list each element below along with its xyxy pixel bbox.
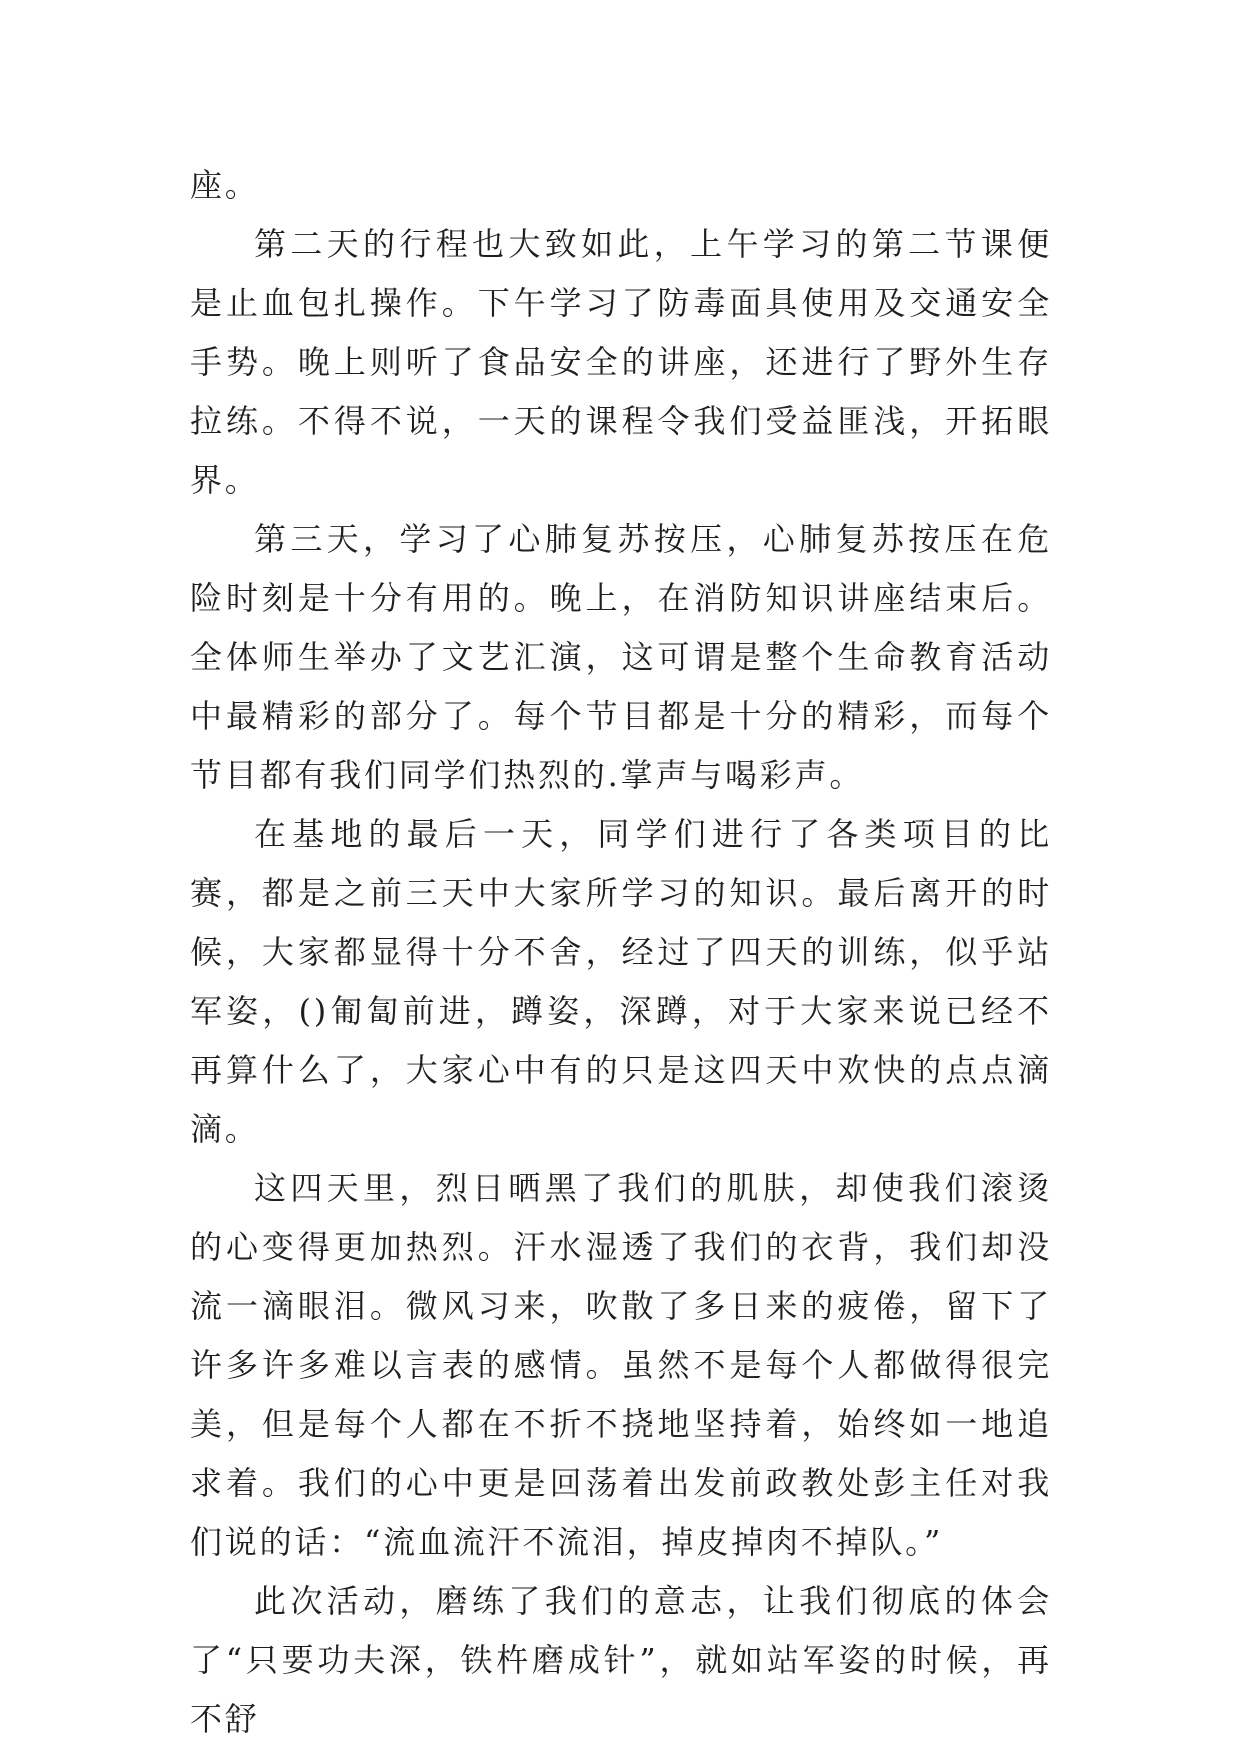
paragraph-2: 第二天的行程也大致如此，上午学习的第二节课便是止血包扎操作。下午学习了防毒面具使用及交通安全手势。晚上则听了食品安全的讲座，还进行了野外生存拉练。不得不说，一天的课程令我们受益匪浅，开拓眼界。 xyxy=(190,225,1052,499)
document-body xyxy=(190,156,1052,1749)
paragraph-5: 这四天里，烈日晒黑了我们的肌肤，却使我们滚烫的心变得更加热烈。汗水湿透了我们的衣背，我们却没流一滴眼泪。微风习来，吹散了多日来的疲倦，留下了许多许多难以言表的感情。虽然不是每个人都做得很完美，但是每个人都在不折不挠地坚持着，始终如一地追求着。我们的心中更是回荡着出发前政教处彭主任对我们说的话：“流血流汗不流泪，掉皮掉肉不掉队。” xyxy=(190,1169,1052,1561)
paragraph-1: 座。 xyxy=(190,166,260,204)
paragraph-6: 此次活动，磨练了我们的意志，让我们彻底的体会了“只要功夫深，铁杵磨成针”，就如站军姿的时候，再不舒 xyxy=(190,1582,1052,1738)
paragraph-3: 第三天，学习了心肺复苏按压，心肺复苏按压在危险时刻是十分有用的。晚上，在消防知识讲座结束后。全体师生举办了文艺汇演，这可谓是整个生命教育活动中最精彩的部分了。每个节目都是十分的精彩，而每个节目都有我们同学们热烈的.掌声与喝彩声。 xyxy=(190,520,1052,794)
paragraph-4: 在基地的最后一天，同学们进行了各类项目的比赛，都是之前三天中大家所学习的知识。最后离开的时候，大家都显得十分不舍，经过了四天的训练，似乎站军姿，()匍匐前进，蹲姿，深蹲，对于大家来说已经不再算什么了，大家心中有的只是这四天中欢快的点点滴滴。 xyxy=(190,815,1052,1148)
